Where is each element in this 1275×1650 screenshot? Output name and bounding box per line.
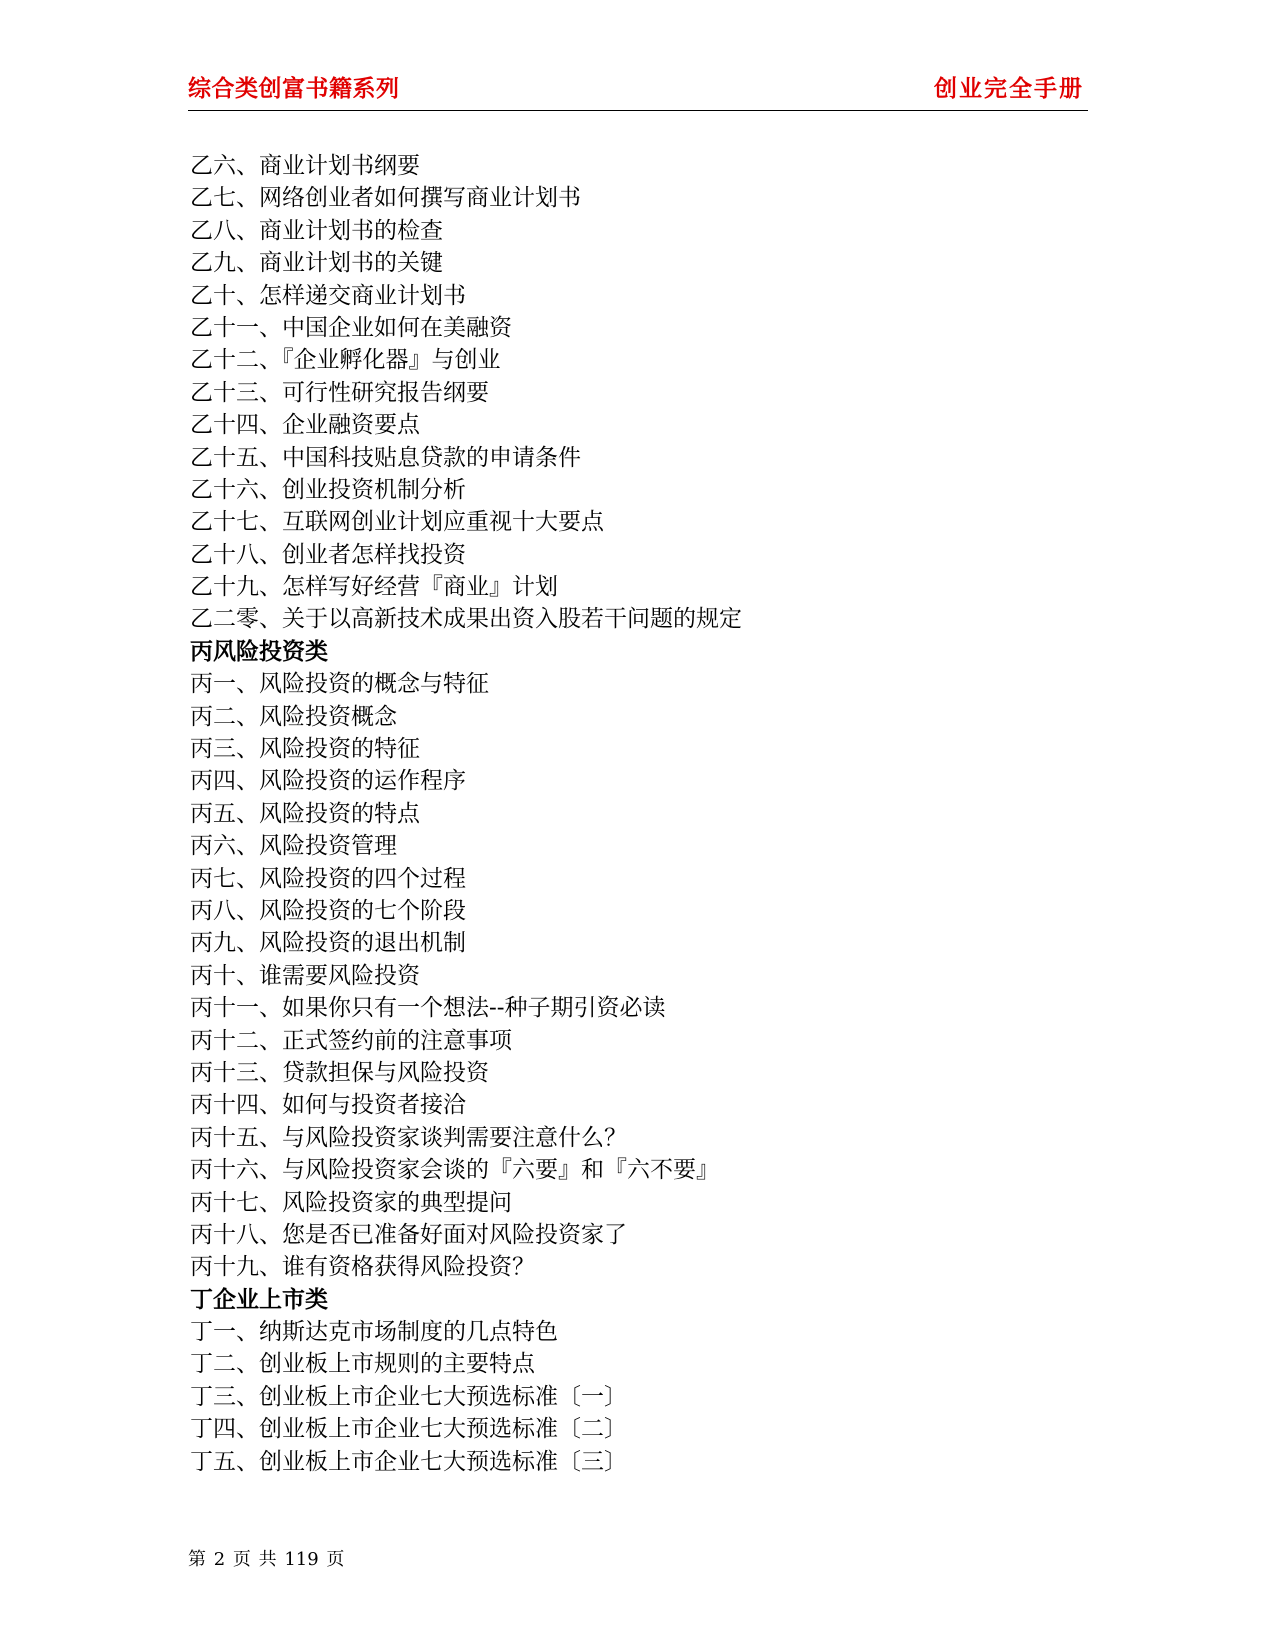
toc-entry: 乙六、商业计划书纲要	[190, 153, 420, 179]
toc-entry: 乙九、商业计划书的关键	[190, 250, 443, 277]
toc-entry: 乙二零、关于以高新技术成果出资入股若干问题的规定	[190, 606, 742, 633]
page-number-footer: 第 2 页 共 119 页	[188, 1549, 345, 1570]
toc-entry: 丙四、风险投资的运作程序	[190, 768, 466, 795]
table-of-contents	[190, 150, 1070, 1478]
toc-entry: 丁二、创业板上市规则的主要特点	[190, 1351, 535, 1378]
toc-entry: 乙十三、可行性研究报告纲要	[190, 379, 489, 406]
toc-entry: 丙十、谁需要风险投资	[190, 962, 420, 989]
toc-entry: 丙九、风险投资的退出机制	[190, 930, 466, 957]
toc-entry: 丙十九、谁有资格获得风险投资？	[190, 1254, 535, 1281]
toc-entry: 乙七、网络创业者如何撰写商业计划书	[190, 185, 581, 212]
series-title: 综合类创富书籍系列	[188, 76, 400, 102]
toc-entry: 乙十二、『企业孵化器』与创业	[190, 347, 501, 374]
toc-entry: 丙五、风险投资的特点	[190, 800, 420, 827]
toc-entry: 丙八、风险投资的七个阶段	[190, 897, 466, 924]
toc-entry: 丙三、风险投资的特征	[190, 736, 420, 763]
toc-entry: 丙十三、贷款担保与风险投资	[190, 1059, 489, 1086]
toc-entry: 丁一、纳斯达克市场制度的几点特色	[190, 1319, 558, 1346]
section-heading: 丁企业上市类	[190, 1286, 328, 1313]
toc-entry: 丁五、创业板上市企业七大预选标准〔三〕	[190, 1448, 627, 1475]
toc-entry: 丙一、风险投资的概念与特征	[190, 671, 489, 698]
toc-entry: 乙十七、互联网创业计划应重视十大要点	[190, 509, 604, 536]
section-heading: 丙风险投资类	[190, 638, 328, 665]
toc-entry: 乙十六、创业投资机制分析	[190, 476, 466, 503]
toc-entry: 乙八、商业计划书的检查	[190, 217, 443, 244]
page-header	[188, 74, 1088, 111]
toc-entry: 丙十二、正式签约前的注意事项	[190, 1027, 512, 1054]
toc-entry: 丙十五、与风险投资家谈判需要注意什么？	[190, 1124, 627, 1151]
toc-entry: 乙十八、创业者怎样找投资	[190, 541, 466, 568]
toc-entry: 丁四、创业板上市企业七大预选标准〔二〕	[190, 1416, 627, 1443]
toc-entry: 丙七、风险投资的四个过程	[190, 865, 466, 892]
toc-entry: 乙十四、企业融资要点	[190, 412, 420, 439]
toc-entry: 丙十七、风险投资家的典型提问	[190, 1189, 512, 1216]
toc-entry: 乙十五、中国科技贴息贷款的申请条件	[190, 444, 581, 471]
toc-entry: 丙六、风险投资管理	[190, 833, 397, 860]
toc-entry: 丙二、风险投资概念	[190, 703, 397, 730]
book-title: 创业完全手册	[934, 76, 1084, 102]
toc-entry: 丙十一、如果你只有一个想法--种子期引资必读	[190, 995, 666, 1022]
toc-entry: 乙十一、中国企业如何在美融资	[190, 314, 512, 341]
toc-entry: 乙十、怎样递交商业计划书	[190, 282, 466, 309]
toc-entry: 乙十九、怎样写好经营『商业』计划	[190, 574, 558, 601]
toc-entry: 丁三、创业板上市企业七大预选标准〔一〕	[190, 1383, 627, 1410]
toc-entry: 丙十四、如何与投资者接洽	[190, 1092, 466, 1119]
toc-entry: 丙十八、您是否已准备好面对风险投资家了	[190, 1221, 627, 1248]
toc-entry: 丙十六、与风险投资家会谈的『六要』和『六不要』	[190, 1157, 719, 1184]
